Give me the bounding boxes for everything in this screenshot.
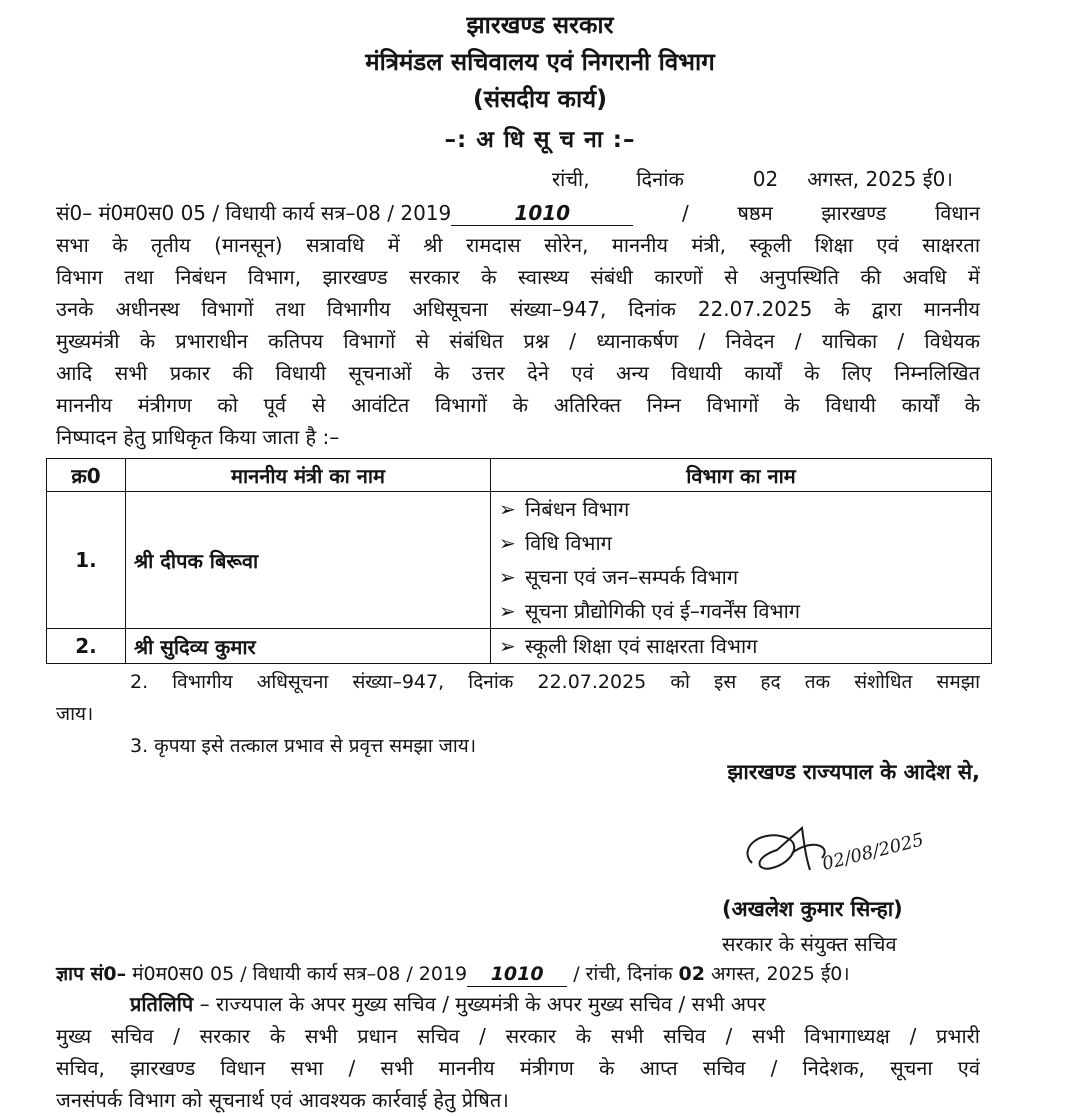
body-line-2: विभाग तथा निबंधन विभाग, झारखण्ड सरकार के स्वास्थ्य संबंधी कारणों से अनुपस्थिति की अवधि में bbox=[56, 265, 980, 289]
row-minister-name: श्री सुदिव्य कुमार bbox=[126, 629, 491, 664]
row-departments bbox=[491, 492, 992, 629]
department-item: ➢ निबंधन विभाग bbox=[499, 492, 983, 526]
memo-ref-number: 1010 bbox=[467, 962, 567, 987]
copy-label: प्रतिलिपि bbox=[130, 992, 194, 1016]
point-2-line-2: जाय। bbox=[56, 703, 94, 725]
point-2 bbox=[56, 666, 980, 730]
row-serial: 1. bbox=[47, 492, 126, 629]
copy-to-block bbox=[56, 988, 980, 1116]
reference-prefix: सं0– मं0म0स0 05 / विधायी कार्य सत्र–08 / 2019 1010 bbox=[56, 197, 633, 229]
reference-tail-3: झारखण्ड bbox=[821, 201, 887, 225]
governor-order: झारखण्ड राज्यपाल के आदेश से, bbox=[727, 760, 980, 784]
copy-line-2: मुख्य सचिव / सरकार के सभी प्रधान सचिव / सरकार के सभी सचिव / सभी विभागाध्यक्ष / प्रभारी bbox=[56, 1024, 980, 1048]
reference-line bbox=[56, 197, 980, 229]
body-line-5: आदि सभी प्रकार की विधायी सूचनाओं के उत्तर देने एवं अन्य विधायी कार्यों के लिए निम्नलिखित bbox=[56, 361, 980, 385]
reference-tail-2: षष्ठम bbox=[737, 201, 773, 225]
section-name: (संसदीय कार्य) bbox=[472, 85, 608, 113]
table-header-row bbox=[47, 459, 992, 492]
dateline-day: 02 bbox=[752, 167, 779, 191]
memo-reference bbox=[56, 958, 980, 990]
signatory-name: (अखलेश कुमार सिन्हा) bbox=[722, 897, 903, 921]
notification-body bbox=[56, 197, 980, 453]
row-departments bbox=[491, 629, 992, 664]
header-serial: क्र0 bbox=[47, 459, 126, 492]
arrow-bullet-icon: ➢ bbox=[499, 531, 516, 555]
copy-line-1 bbox=[56, 988, 980, 1020]
body-line-7: निष्पादन हेतु प्राधिकृत किया जाता है :– bbox=[56, 425, 340, 449]
government-name: झारखण्ड सरकार bbox=[466, 11, 614, 39]
memo-ref-prefix: मं0म0स0 05 / विधायी कार्य सत्र–08 / 2019 bbox=[132, 963, 468, 985]
signatory-designation: सरकार के संयुक्त सचिव bbox=[722, 932, 897, 956]
department-item: ➢ सूचना प्रौद्योगिकी एवं ई–गवर्नेंस विभाग bbox=[499, 594, 983, 628]
arrow-bullet-icon: ➢ bbox=[499, 565, 516, 589]
dateline-label: दिनांक bbox=[636, 167, 684, 191]
header-department: विभाग का नाम bbox=[491, 459, 992, 492]
signature-date: 02/08/2025 bbox=[820, 829, 926, 875]
body-line-1: सभा के तृतीय (मानसून) सत्रावधि में श्री रामदास सोरेन, माननीय मंत्री, स्कूली शिक्षा एवं साक्षरता bbox=[56, 233, 980, 257]
memo-rest: अगस्त, 2025 ई0। bbox=[711, 963, 850, 985]
memo-label: ज्ञाप सं0– bbox=[56, 963, 127, 985]
dateline-place: रांची, bbox=[552, 167, 590, 191]
department-name: मंत्रिमंडल सचिवालय एवं निगरानी विभाग bbox=[365, 48, 715, 76]
table-row bbox=[47, 629, 992, 664]
dateline-rest: अगस्त, 2025 ई0। bbox=[807, 167, 953, 191]
point-2-line-1: 2. विभागीय अधिसूचना संख्या–947, दिनांक 22.07.2025 को इस हद तक संशोधित समझा bbox=[130, 671, 980, 693]
reference-tail-4: विधान bbox=[935, 201, 980, 225]
row-serial: 2. bbox=[47, 629, 126, 664]
arrow-bullet-icon: ➢ bbox=[499, 599, 516, 623]
header-minister: माननीय मंत्री का नाम bbox=[126, 459, 491, 492]
copy-line-3: सचिव, झारखण्ड विधान सभा / सभी माननीय मंत्रीगण के आप्त सचिव / निदेशक, सूचना एवं bbox=[56, 1056, 980, 1080]
reference-tail-1: / bbox=[681, 201, 689, 225]
notification-title: –: अ धि सू च ना :– bbox=[444, 127, 636, 153]
body-line-3: उनके अधीनस्थ विभागों तथा विभागीय अधिसूचना संख्या–947, दिनांक 22.07.2025 के द्वारा माननीय bbox=[56, 297, 980, 321]
body-line-6: माननीय मंत्रीगण को पूर्व से आवंटित विभागों के अतिरिक्त निम्न विभागों के विधायी कार्यों के bbox=[56, 393, 980, 417]
signature-icon bbox=[732, 808, 962, 888]
table-row bbox=[47, 492, 992, 629]
copy-line-4: जनसंपर्क विभाग को सूचनार्थ एवं आवश्यक कार्रवाई हेतु प्रेषित। bbox=[56, 1088, 509, 1112]
point-3: 3. कृपया इसे तत्काल प्रभाव से प्रवृत्त समझा जाय। bbox=[130, 735, 477, 757]
dateline bbox=[552, 165, 1002, 192]
reference-number: 1010 bbox=[451, 201, 633, 226]
department-item: ➢ सूचना एवं जन–सम्पर्क विभाग bbox=[499, 560, 983, 594]
arrow-bullet-icon: ➢ bbox=[499, 497, 516, 521]
copy-label-line: प्रतिलिपि – राज्यपाल के अपर मुख्य सचिव / मुख्यमंत्री के अपर मुख्य सचिव / सभी अपर bbox=[130, 992, 766, 1016]
arrow-bullet-icon: ➢ bbox=[499, 634, 516, 658]
department-item: ➢ स्कूली शिक्षा एवं साक्षरता विभाग bbox=[499, 629, 983, 663]
ministers-table bbox=[46, 458, 992, 664]
body-line-4: मुख्यमंत्री के प्रभाराधीन कतिपय विभागों से संबंधित प्रश्न / ध्यानाकर्षण / निवेदन / याचिका / विधेयक bbox=[56, 329, 980, 353]
memo-place: / रांची, दिनांक bbox=[573, 963, 673, 985]
row-minister-name: श्री दीपक बिरूवा bbox=[126, 492, 491, 629]
department-item: ➢ विधि विभाग bbox=[499, 526, 983, 560]
memo-day: 02 bbox=[678, 963, 705, 985]
